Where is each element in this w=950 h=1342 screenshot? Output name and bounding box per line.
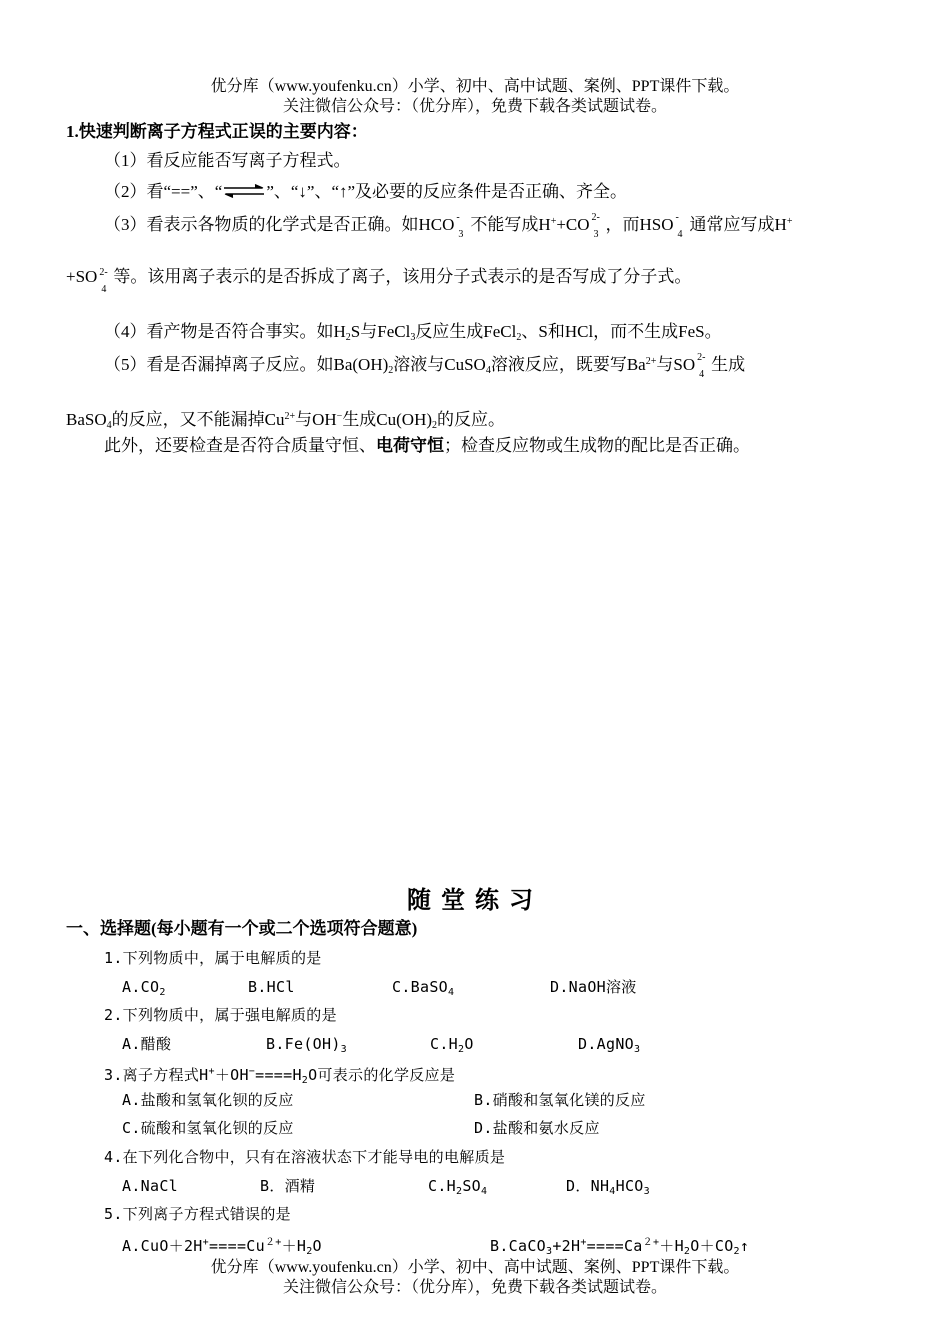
- question-1-stem: 1.下列物质中，属于电解质的是: [104, 949, 322, 967]
- footer-line-2: 关注微信公众号：（优分库），免费下载各类试题试卷。: [282, 1279, 667, 1296]
- ion-charge: - 4: [675, 212, 683, 240]
- ion-charge: - 3: [456, 212, 464, 240]
- reversible-arrow-icon: [222, 184, 266, 198]
- emphasis-text: 电荷守恒: [376, 436, 444, 455]
- practice-title: 随堂练习: [407, 888, 543, 914]
- footer-line-1: 优分库（www.youfenku.cn）小学、初中、高中试题、案例、PPT课件下载。: [210, 1259, 740, 1276]
- question-2-stem: 2.下列物质中，属于强电解质的是: [104, 1006, 337, 1024]
- option-b: $B.Fe(OH)_3$: [266, 1035, 347, 1055]
- question-4-stem: 4.在下列化合物中，只有在溶液状态下才能导电的电解质是: [104, 1148, 506, 1166]
- paragraph-5-line-2: BaSO$_4$的反应，又不能漏掉$Cu^{2+}$与OH−生成$Cu(OH)_2$的反应。: [66, 410, 506, 431]
- paragraph-4: （4）看产物是否符合事实。如$H_2S$与FeCl$_3$反应生成FeCl$_2$、S和HCl，而不生成FeS。: [104, 322, 722, 343]
- paragraph-3-line-2: +SO 2- 4 等。该用离子表示的是否拆成了离子，该用分子式表示的是否写成了分子式。: [66, 267, 692, 295]
- option-c: C.BaSO$_4$: [392, 978, 455, 998]
- paragraph-3-line-1: （3）看表示各物质的化学式是否正确。如HCO - 3 不能写成H++CO 2- 3 ，而HSO - 4 通常应写成H+: [104, 212, 793, 240]
- option-c: $C.H_2SO_4$: [428, 1177, 488, 1197]
- option-a: A.盐酸和氢氧化钡的反应: [122, 1091, 294, 1109]
- option-b: $B.CaCO_3+2H^+====Ca^{2+}+H_2O+CO_2↑$: [490, 1237, 750, 1257]
- option-a: A.NaCl: [122, 1177, 178, 1195]
- option-d: D.AgNO$_3$: [578, 1035, 641, 1055]
- header-line-1: 优分库（www.youfenku.cn）小学、初中、高中试题、案例、PPT课件下载。: [210, 78, 740, 95]
- paragraph-1: （1）看反应能否写离子方程式。: [104, 151, 351, 170]
- option-a: $A.CO_2$: [122, 978, 166, 998]
- ion-charge: 2- 4: [99, 267, 108, 295]
- option-c: C.硫酸和氢氧化钡的反应: [122, 1119, 294, 1137]
- option-a: $A.CuO+2H^+====Cu^{2+}+H_2O$: [122, 1237, 322, 1257]
- practice-heading: 一、选择题(每小题有一个或二个选项符合题意): [66, 919, 418, 938]
- option-b: B.硝酸和氢氧化镁的反应: [474, 1091, 646, 1109]
- option-d: D.NaOH溶液: [550, 978, 637, 996]
- option-a: A.醋酸: [122, 1035, 172, 1053]
- section-heading: 1.快速判断离子方程式正误的主要内容：: [66, 122, 368, 141]
- paragraph-2: （2）看“==”、“ ”、“↓”、“↑”及必要的反应条件是否正确、齐全。: [104, 182, 628, 201]
- option-b: B．酒精: [260, 1177, 316, 1195]
- ion-charge: 2- 4: [697, 352, 706, 380]
- ion-charge: 2- 3: [591, 212, 600, 240]
- question-5-stem: 5.下列离子方程式错误的是: [104, 1205, 291, 1223]
- question-3-stem: 3.离子方程式$H^++OH^-====H_2O$可表示的化学反应是: [104, 1066, 456, 1086]
- header-line-2: 关注微信公众号：（优分库），免费下载各类试题试卷。: [282, 98, 667, 115]
- option-b: B.HCl: [248, 978, 295, 996]
- paragraph-6: 此外，还要检查是否符合质量守恒、电荷守恒；检查反应物或生成物的配比是否正确。: [104, 436, 750, 455]
- option-d: D．$NH_4HCO_3$: [566, 1177, 650, 1197]
- option-d: D.盐酸和氨水反应: [474, 1119, 600, 1137]
- paragraph-5-line-1: （5）看是否漏掉离子反应。如$Ba(OH)_2$溶液与CuSO$_4$溶液反应，既要写$Ba^{2+}$与SO 2- 4 生成: [104, 352, 746, 380]
- option-c: $C.H_2O$: [430, 1035, 474, 1055]
